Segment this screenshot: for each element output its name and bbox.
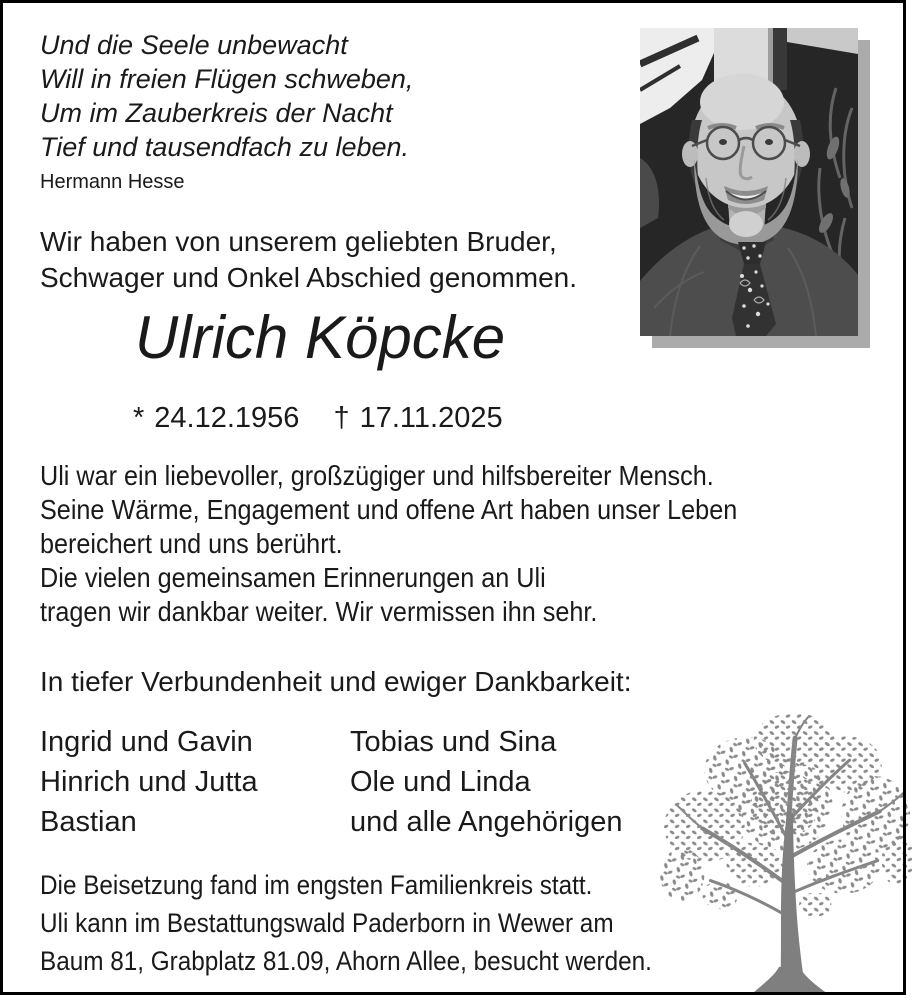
- tribute-line: Die vielen gemeinsamen Erinnerungen an Uli: [40, 562, 546, 593]
- mourner-name: und alle Angehörigen: [350, 806, 623, 838]
- poem-line: Und die Seele unbewacht: [40, 30, 348, 60]
- deceased-name: Ulrich Köpcke: [134, 304, 506, 371]
- birth-symbol: *: [133, 402, 145, 434]
- memorial-tree-illustration: [658, 708, 912, 995]
- intro-text: [40, 224, 577, 296]
- poem-line: Will in freien Flügen schweben,: [40, 64, 414, 94]
- funeral-info-line: Baum 81, Grabplatz 81.09, Ahorn Allee, besucht werden.: [40, 946, 652, 976]
- portrait-photo: [640, 28, 872, 350]
- birth-date-value: 24.12.1956: [154, 402, 300, 434]
- mourner-name: Ingrid und Gavin: [40, 726, 253, 758]
- mourners-list: [40, 722, 623, 842]
- tribute-line: tragen wir dankbar weiter. Wir vermissen ihn sehr.: [40, 596, 598, 627]
- condolence-line: In tiefer Verbundenheit und ewiger Dankbarkeit:: [40, 666, 632, 697]
- mourners-column-2: [350, 722, 623, 842]
- funeral-info: [40, 866, 652, 980]
- life-dates: [133, 402, 503, 435]
- intro-line: Schwager und Onkel Abschied genommen.: [40, 262, 577, 293]
- tribute-paragraph: [40, 459, 737, 629]
- death-date-value: 17.11.2025: [359, 402, 503, 434]
- death-date: [333, 402, 502, 435]
- mourner-name: Hinrich und Jutta: [40, 766, 258, 798]
- funeral-info-line: Die Beisetzung fand im engsten Familienkreis statt.: [40, 870, 593, 900]
- poem: [40, 28, 413, 164]
- poem-line: Tief und tausendfach zu leben.: [40, 132, 410, 162]
- portrait-photo-image: [640, 28, 858, 336]
- mourner-name: Tobias und Sina: [350, 726, 557, 758]
- funeral-info-line: Uli kann im Bestattungswald Paderborn in Wewer am: [40, 908, 614, 938]
- tribute-line: Uli war ein liebevoller, großzügiger und hilfsbereiter Mensch.: [40, 460, 714, 491]
- tribute-line: Seine Wärme, Engagement und offene Art haben unser Leben: [40, 494, 738, 525]
- mourner-name: Bastian: [40, 806, 137, 838]
- mourner-name: Ole und Linda: [350, 766, 531, 798]
- death-symbol: †: [333, 402, 350, 434]
- birth-date: [133, 402, 299, 435]
- poem-line: Um im Zauberkreis der Nacht: [40, 98, 393, 128]
- tribute-line: bereichert und uns berührt.: [40, 528, 343, 559]
- intro-line: Wir haben von unserem geliebten Bruder,: [40, 226, 557, 257]
- mourners-column-1: [40, 722, 350, 842]
- poem-attribution: Hermann Hesse: [40, 171, 185, 193]
